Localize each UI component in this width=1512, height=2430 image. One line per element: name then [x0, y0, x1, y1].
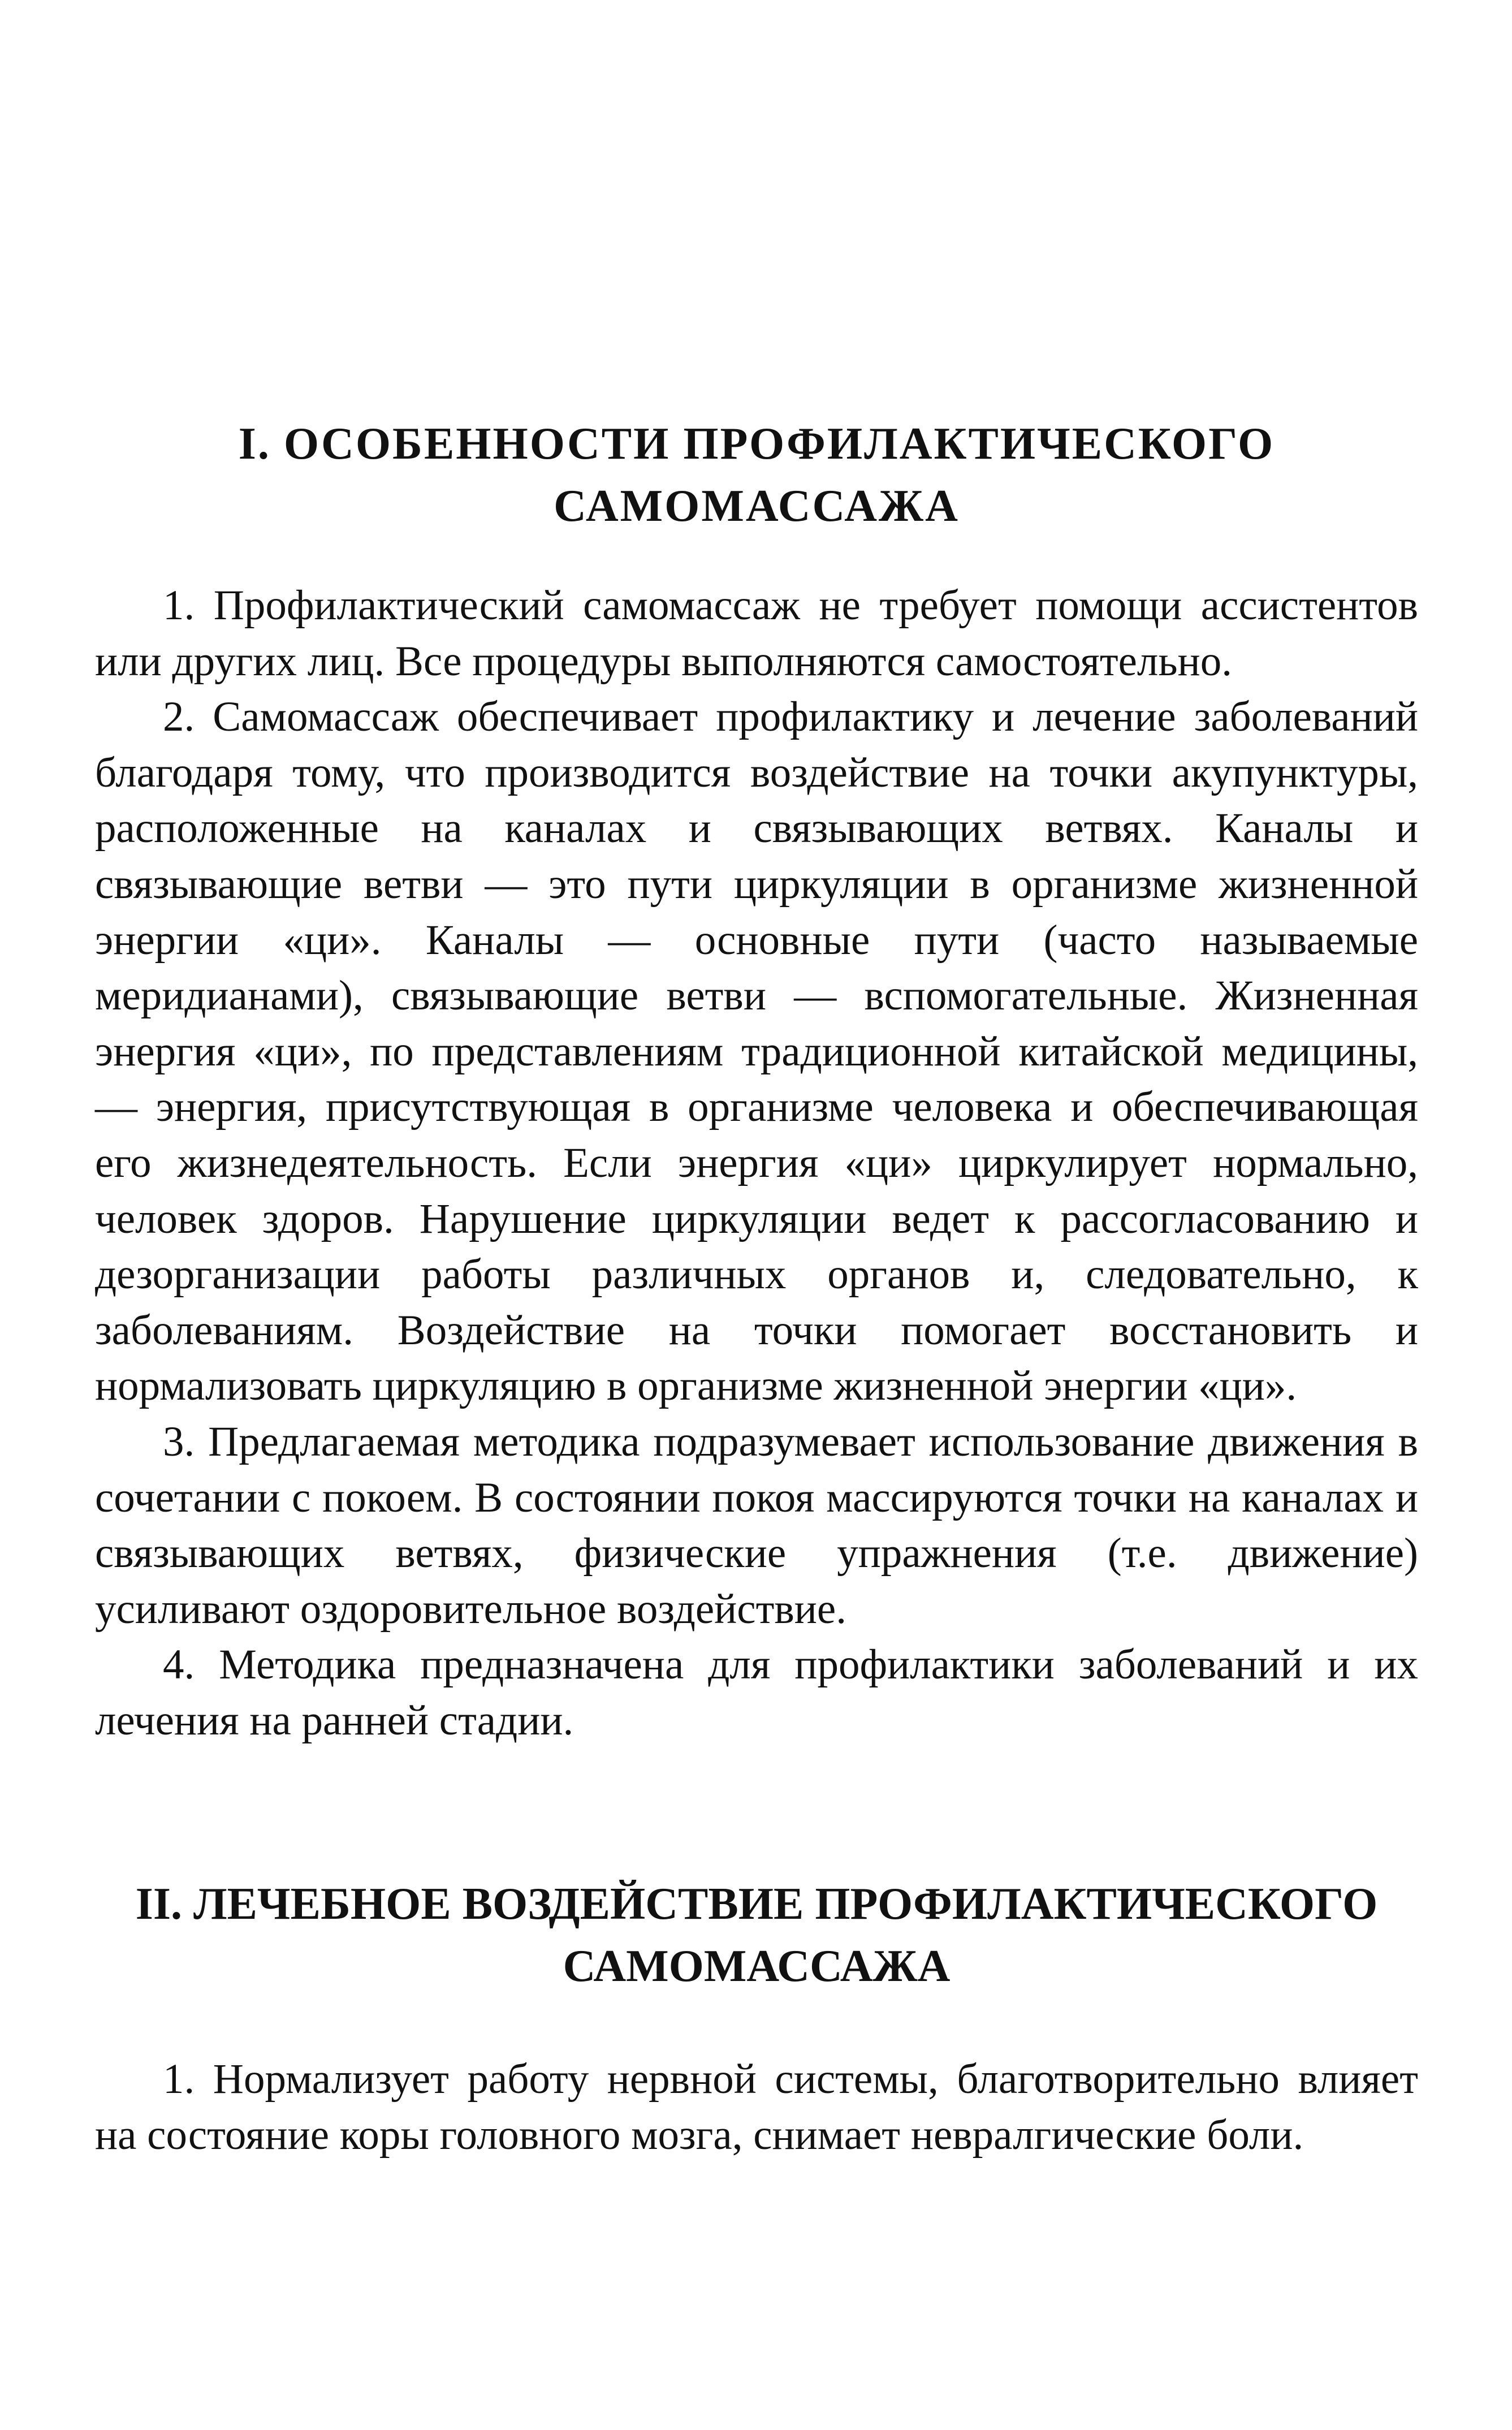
section-therapeutic-effect: [95, 1873, 1418, 2163]
paragraph: 1. Нормализует работу нервной системы, благотворительно влияет на состояние коры головного мозга, снимает невралгические боли.: [95, 2056, 1418, 2159]
heading-line-2: САМОМАССАЖА: [554, 481, 960, 531]
document-page: [95, 413, 1418, 2164]
heading-line-1: I. ОСОБЕННОСТИ ПРОФИЛАКТИЧЕСКОГО: [238, 419, 1275, 469]
paragraph-list: [95, 2052, 1418, 2163]
section-features: [95, 413, 1418, 1749]
paragraph: 2. Самомассаж обеспечивает профилактику и лечение заболеваний благодаря тому, что производится воздействие на точки акупунктуры, расположенные на каналах и связывающих ветвях. Каналы и связывающие ветви — это пути циркуляции в организме жизненной энергии «ци». Каналы — основные пути (часто называемые меридианами), связывающие ветви — вспомогательные. Жизненная энергия «ци», по представлениям традиционной китайской медицины, — энергия, присутствующая в организме человека и обеспечивающая его жизнедеятельность. Если энергия «ци» циркулирует нормально, человек здоров. Нарушение циркуляции ведет к рассогласованию и дезорганизации работы различных органов и, следовательно, к заболеваниям. Воздействие на точки помогает восстановить и нормализовать циркуляцию в организме жизненной энергии «ци».: [95, 693, 1418, 1410]
paragraph: 4. Методика предназначена для профилактики заболеваний и их лечения на ранней стадии.: [95, 1641, 1418, 1744]
section-heading: [95, 1873, 1418, 1997]
section-heading: [95, 413, 1418, 537]
heading-line-1: II. ЛЕЧЕБНОЕ ВОЗДЕЙСТВИЕ ПРОФИЛАКТИЧЕСКОГО: [135, 1879, 1378, 1930]
heading-line-2: САМОМАССАЖА: [563, 1941, 951, 1992]
paragraph: 1. Профилактический самомассаж не требует помощи ассистентов или других лиц. Все процедуры выполняются самостоятельно.: [95, 582, 1418, 685]
paragraph-list: [95, 578, 1418, 1749]
paragraph: 3. Предлагаемая методика подразумевает использование движения в сочетании с покоем. В состоянии покоя массируются точки на каналах и связывающих ветвях, физические упражнения (т.е. движение) усиливают оздоровительное воздействие.: [95, 1418, 1418, 1633]
